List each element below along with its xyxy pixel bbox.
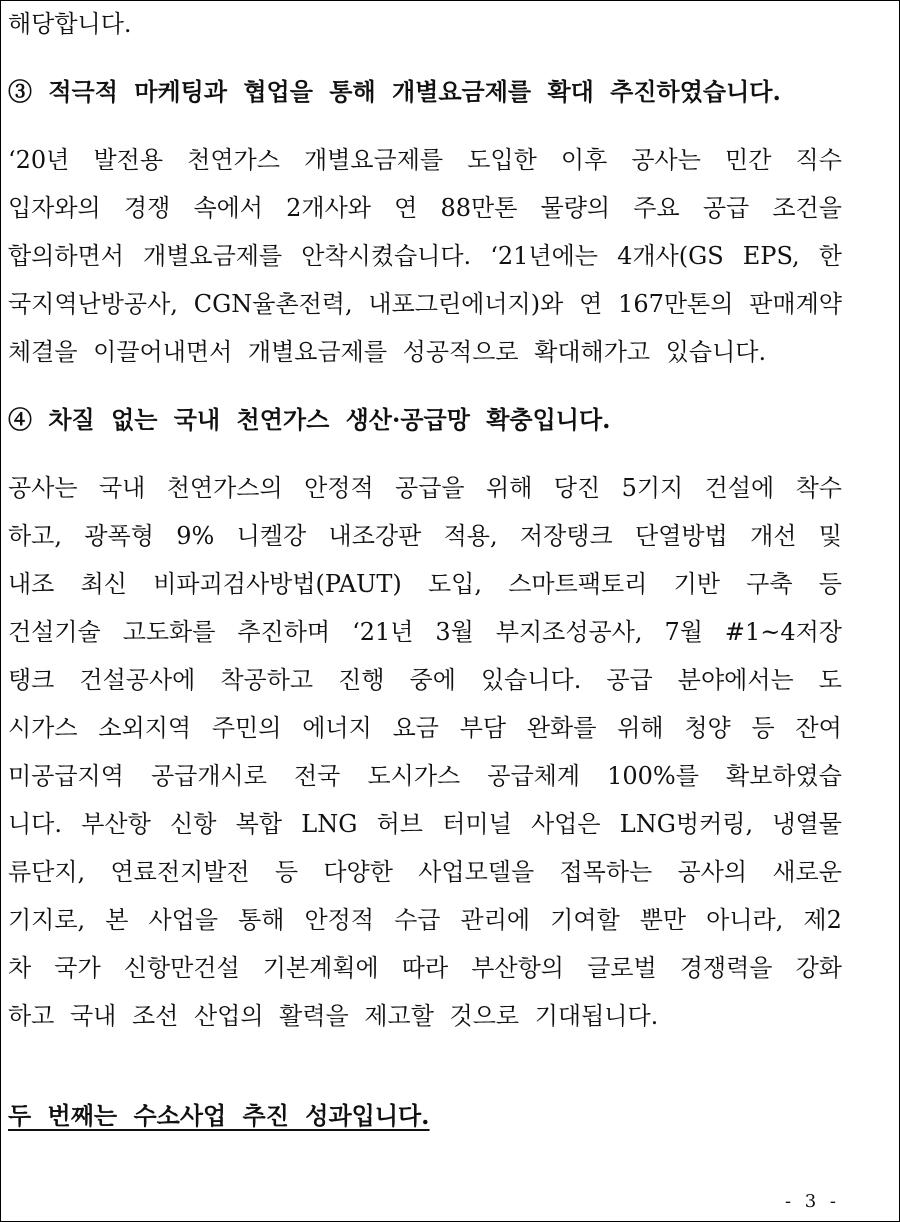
section-4-paragraph xyxy=(8,464,842,1040)
paragraph-line: ‘20년 발전용 천연가스 개별요금제를 도입한 이후 공사는 민간 직수 xyxy=(8,146,842,174)
section-4-heading: ④ 차질 없는 국내 천연가스 생산·공급망 확충입니다. xyxy=(8,405,611,434)
paragraph-line: 합의하면서 개별요금제를 안착시켰습니다. ‘21년에는 4개사(GS EPS, 한 xyxy=(8,242,842,270)
next-section-title: 두 번째는 수소사업 추진 성과입니다. xyxy=(8,1101,430,1130)
paragraph-line: 기지로, 본 사업을 통해 안정적 수급 관리에 기여할 뿐만 아니라, 제2 xyxy=(8,906,842,934)
paragraph-line: 내조 최신 비파괴검사방법(PAUT) 도입, 스마트팩토리 기반 구축 등 xyxy=(8,570,842,598)
page-number: - 3 - xyxy=(784,1191,840,1212)
paragraph-line: 하고, 광폭형 9% 니켈강 내조강판 적용, 저장탱크 단열방법 개선 및 xyxy=(8,522,842,550)
paragraph-line: 시가스 소외지역 주민의 에너지 요금 부담 완화를 위해 청양 등 잔여 xyxy=(8,714,842,742)
paragraph-line: 체결을 이끌어내면서 개별요금제를 성공적으로 확대해가고 있습니다. xyxy=(8,338,767,366)
section-3-paragraph xyxy=(8,136,842,376)
intro-tail-line: 해당합니다. xyxy=(8,10,132,38)
paragraph-line: 공사는 국내 천연가스의 안정적 공급을 위해 당진 5기지 건설에 착수 xyxy=(8,474,842,502)
paragraph-line: 차 국가 신항만건설 기본계획에 따라 부산항의 글로벌 경쟁력을 강화 xyxy=(8,954,842,982)
paragraph-line: 건설기술 고도화를 추진하며 ‘21년 3월 부지조성공사, 7월 #1~4저장 xyxy=(8,618,842,646)
paragraph-line: 국지역난방공사, CGN율촌전력, 내포그린에너지)와 연 167만톤의 판매계약 xyxy=(8,290,842,318)
paragraph-line: 미공급지역 공급개시로 전국 도시가스 공급체계 100%를 확보하였습 xyxy=(8,762,842,790)
document-body xyxy=(8,0,842,1136)
paragraph-line: 하고 국내 조선 산업의 활력을 제고할 것으로 기대됩니다. xyxy=(8,1002,659,1030)
section-3-heading: ③ 적극적 마케팅과 협업을 통해 개별요금제를 확대 추진하였습니다. xyxy=(8,77,781,106)
paragraph-line: 류단지, 연료전지발전 등 다양한 사업모델을 접목하는 공사의 새로운 xyxy=(8,858,842,886)
paragraph-line: 탱크 건설공사에 착공하고 진행 중에 있습니다. 공급 분야에서는 도 xyxy=(8,666,842,694)
paragraph-line: 니다. 부산항 신항 복합 LNG 허브 터미널 사업은 LNG벙커링, 냉열물 xyxy=(8,810,842,838)
paragraph-line: 입자와의 경쟁 속에서 2개사와 연 88만톤 물량의 주요 공급 조건을 xyxy=(8,194,842,222)
